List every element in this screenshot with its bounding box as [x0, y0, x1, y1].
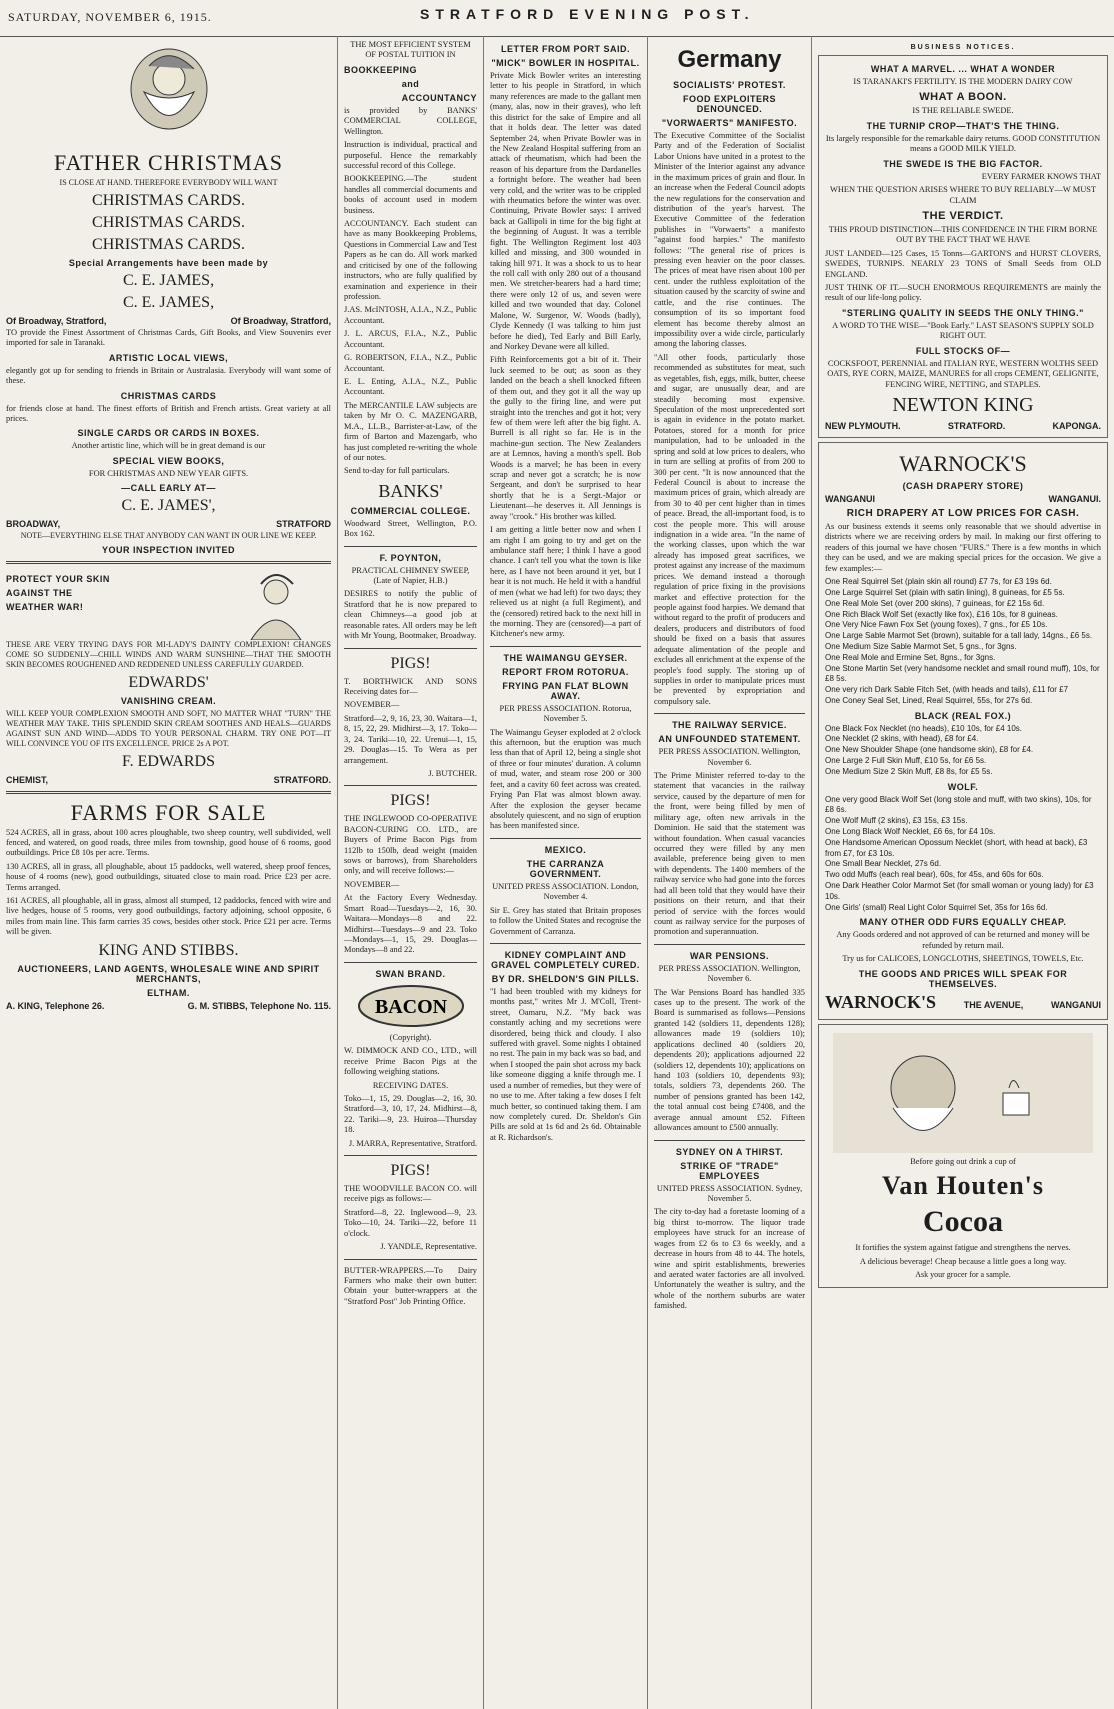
port-said-heading: LETTER FROM PORT SAID.: [501, 44, 630, 54]
weather-war: WEATHER WAR!: [6, 602, 84, 613]
woodward-address: Woodward Street, Wellington, P.O. Box 162.: [344, 518, 477, 539]
proud-distinction: THIS PROUD DISTINCTION—THIS CONFIDENCE IN THE FIRM BORNE OUT BY THE FACT THAT WE HAVE: [828, 224, 1098, 245]
gifts-line: FOR CHRISTMAS AND NEW YEAR GIFTS.: [88, 468, 249, 478]
newton-king: NEWTON KING: [892, 394, 1034, 417]
desires: DESIRES to notify the public of Stratford that he is now prepared to clean Chimneys—a good job at reasonable rates. All orders may be left with Mr Young, Bootmaker, Broadway.: [344, 589, 477, 641]
and-line: and: [401, 78, 420, 89]
local-views-heading: ARTISTIC LOCAL VIEWS,: [108, 352, 229, 363]
waimangu-heading: THE WAIMANGU GEYSER.: [503, 652, 628, 663]
marra: J. MARRA, Representative, Stratford.: [348, 1138, 477, 1148]
furs-intro: As our business extends it seems only reasonable that we should advertise in districts where we are receiving orders by mail. In making our first offering to readers of this journal we have chosen "FURS." There is a few months in which they can be used, and we are making special prices for the occasion. We give a few examples:—: [825, 522, 1101, 573]
just-think: JUST THINK OF IT.—SUCH ENORMOUS REQUIREMENTS are mainly the result of our life-long policy.: [825, 283, 1101, 303]
farms-for-sale: FARMS FOR SALE: [70, 799, 267, 825]
bowler-para-2: Fifth Reinforcements got a bit of it. Their luck seemed to be out; as soon as they landed on the beach a shell knocked fifteen of them out, and they got it all the way up the gully to the firing line, and were put straight into the trenches and got it hot; very few of them were left after the big fight. A. Burrell is all right so far. He is in the machine-gun section. The New Zealanders are at Lemnos, having a month's spell. Bob Woods is a marvel; he has been in every scrap and never got a scratch; he is now Sergeant, and don't be surprised to hear shortly that he is a Sergt.-Major or Lieutenant—he deserves it. All Jennings is away "crook." His brother was killed.: [490, 355, 641, 521]
cards-heading-1: CHRISTMAS CARDS.: [92, 191, 245, 209]
food-exploiters: FOOD EXPLOITERS DENOUNCED.: [682, 94, 776, 114]
poynton: F. POYNTON,: [379, 552, 442, 563]
stocks-list: COCKSFOOT, PERENNIAL and ITALIAN RYE, WESTERN WOLTHS SEED OATS, RYE CORN, MAIZE, MANURES for all crops CEMENT, GELIGNITE, FENCING WIRE, NETTING, and STAPLES.: [827, 358, 1099, 389]
auctioneers-line: AUCTIONEERS, LAND AGENTS, WHOLESALE WINE AND SPIRIT MERCHANTS,: [17, 963, 320, 984]
farm-3: 161 ACRES, all ploughable, all in grass, almost all stumped, 12 paddocks, fenced with wire and live hedges, house of 5 rooms, very good outbuildings, factory adjoining, school opposite, 6 miles from main line. This farm carries 35 cows, besides other stock. Price £21 per acre. Terms will be given.: [6, 896, 331, 937]
yandle: J. YANDLE, Representative.: [380, 1242, 477, 1252]
pigs-heading-2: PIGS!: [390, 792, 431, 810]
banks-title: BANKS': [378, 480, 443, 501]
eltham: ELTHAM.: [147, 987, 190, 998]
turnip-line: THE TURNIP CROP—THAT'S THE THING.: [866, 120, 1060, 131]
address-row: Of Broadway, Stratford, Of Broadway, Stratford,: [6, 315, 331, 326]
pigs-heading-1: PIGS!: [390, 654, 431, 672]
wanganui-row: WANGANUI WANGANUI.: [825, 494, 1101, 505]
xmas-title: FATHER CHRISTMAS: [54, 150, 283, 175]
broadway-row: BROADWAY, STRATFORD: [6, 519, 331, 530]
geyser-text: The Waimangu Geyser exploded at 2 o'clock this afternoon, but the eruption was much less than that of April 12, being a single shot of three or four minutes' duration. A column of mud, water, and steam rose 200 or 300 feet, and a cavity 60 feet across was created. Frying Pan Flat was almost blown away. After the explosion the geyser became absolutely quiescent, and no sign of eruption has been manifested since.: [490, 727, 641, 831]
provide-text: TO provide the Finest Assortment of Christmas Cards, Gift Books, and View Souvenirs ever imported for sale in Taranaki.: [6, 327, 331, 348]
arrangements-line: Special Arrangements have been made by: [68, 257, 269, 268]
boon-line: WHAT A BOON.: [919, 91, 1007, 104]
wolf-item: One Handsome American Opossum Necklet (short, with head at back), £3 from £7, for £3 10s.: [825, 837, 1088, 858]
van-houtens: Van Houten's: [881, 1171, 1045, 1201]
wolf-item: One Wolf Muff (2 skins), £3 15s, £3 15s.: [825, 816, 968, 826]
inspection-invited: YOUR INSPECTION INVITED: [101, 545, 235, 556]
cash-drapery: (CASH DRAPERY STORE): [902, 481, 1024, 492]
accountancy-text: ACCOUNTANCY. Each student can have as many Bookkeeping Problems, Questions in Commercial Law and Test Papers as he can do. All work marked and criticised by one of the following instructors, who are fully qualified by examination and experience in their profession.: [344, 219, 477, 302]
instructor-1: J.AS. McINTOSH, A.I.A., N.Z., Public Accountant.: [344, 305, 477, 325]
responsible-line: Its largely responsible for the remarkable dairy returns. GOOD CONSTITUTION means a GOOD MILK YIELD.: [825, 133, 1101, 154]
fur-item: One Rich Black Wolf Set (exactly like fox), £16 10s, for 8 guineas.: [825, 609, 1058, 619]
copyright: (Copyright).: [389, 1032, 432, 1042]
cocoa-drinker-illustration: [833, 1033, 1093, 1153]
many-other: MANY OTHER ODD FURS EQUALLY CHEAP.: [859, 917, 1067, 928]
united-press-1: UNITED PRESS ASSOCIATION. London, November 4.: [492, 881, 639, 902]
big-factor: THE SWEDE IS THE BIG FACTOR.: [883, 158, 1043, 169]
pigs-heading-3: PIGS!: [390, 1162, 431, 1180]
dates-4: Stratford—8, 22. Inglewood—9, 23. Toko—10, 24. Tariki—22, before 11 o'clock.: [344, 1207, 477, 1238]
ask-grocer: Ask your grocer for a sample.: [915, 1269, 1011, 1279]
before-going-out: Before going out drink a cup of: [910, 1156, 1016, 1166]
black-fox-list: [825, 724, 1101, 778]
black-fox-heading: BLACK (REAL FOX.): [914, 710, 1012, 721]
strike-heading: STRIKE OF "TRADE" EMPLOYEES: [680, 1160, 779, 1181]
fur-item: One Stone Martin Set (very handsome necklet and small round muff), 10s, for £8 5s.: [825, 663, 1100, 684]
fur-item: One Real Mole and Ermine Set, 8gns., for 3gns.: [825, 652, 996, 662]
every-farmer: EVERY FARMER KNOWS THAT: [981, 171, 1101, 181]
dates-1: Stratford—2, 9, 16, 23, 30. Waitara—1, 8, 15, 22, 29. Midhirst—3, 17. Toko—3, 24. Tariki—10, 22. Urenui—1, 15, 29. Douglas—15. To Wera as per arrangement.: [344, 713, 477, 765]
sterling-quality: "STERLING QUALITY IN SEEDS THE ONLY THING.": [842, 307, 1084, 318]
pensions-text: The War Pensions Board has handled 335 cases up to the present. The work of the Board is summarised as follows—Pensions granted 142 (soldiers 11, dependents 128); allowances made 19 (soldiers 10); applications declined 40 (soldiers 20, dependents 20); applications adjourned 22 (soldiers 12, dependents 10); applications on hand 103 (soldiers 10, dependents 93); totals, soldiers 73, dependents 260. The number of pensions granted has been 142, the total annual cost being £7408, and the average annual amount £52. Fifteen allowances amount to £500 annually.: [654, 987, 805, 1133]
column-4: [648, 36, 812, 1709]
word-to-wise: A WORD TO THE WISE—"Book Early." LAST SEASON'S SUPPLY SOLD RIGHT OUT.: [832, 320, 1094, 341]
inglewood: THE INGLEWOOD CO-OPERATIVE BACON-CURING CO. LTD., are Buyers of Prime Bacon Pigs from 112lb to 150lb, dead weight (maiden sows or barrows), from Shareholders only, and will receive follows:—: [344, 814, 477, 876]
local-views-text: elegantly got up for sending to friends in Britain or Australasia. Everybody will want some of these.: [6, 365, 331, 386]
united-press-2: UNITED PRESS ASSOCIATION. Sydney, November 5.: [656, 1183, 803, 1203]
kidney-heading: KIDNEY COMPLAINT AND GRAVEL COMPLETELY CURED.: [491, 949, 640, 970]
column-1: [0, 36, 338, 1709]
trying-days: THESE ARE VERY TRYING DAYS FOR MI-LADY'S DAINTY COMPLEXION! CHANGES COME SO SUDDENLY—CHILL WINDS AND WARM SUNSHINE—THAT THE SMOOTH SKIN BECOMES ROUGHENED AND REDDENED UNLESS CAREFULLY GUARDED.: [6, 640, 331, 669]
try-us: Try us for CALICOES, LONGCLOTHS, SHEETINGS, TOWELS, Etc.: [842, 954, 1084, 964]
svg-text:BACON: BACON: [374, 995, 447, 1018]
wolf-heading: WOLF.: [947, 781, 979, 792]
gin-pills-heading: BY DR. SHELDON'S GIN PILLS.: [491, 973, 640, 984]
rotorua-heading: REPORT FROM ROTORUA.: [502, 666, 629, 677]
wolf-item: One Dark Heather Color Marmot Set (for small woman or young lady) for £3 10s.: [825, 881, 1094, 901]
dates-3: Toko—1, 15, 29. Douglas—2, 16, 30. Stratford—3, 10, 17, 24. Midhirst—8, 22. Tariki—9, 23. Huiroa—Thursday 18.: [344, 1093, 477, 1135]
sydney-heading: SYDNEY ON A THIRST.: [675, 1146, 784, 1157]
fox-item: One Black Fox Necklet (no heads), £10 10s, for £4 10s.: [825, 723, 1022, 733]
cocoa: Cocoa: [923, 1205, 1003, 1239]
fox-item: One Medium Size 2 Skin Muff, £8 8s, for £5 5s.: [825, 766, 993, 776]
firm-name-2: C. E. JAMES,: [122, 293, 215, 311]
farm-1: 524 ACRES, all in grass, about 100 acres ploughable, two sheep country, well subdivided, well fenced, and watered, on good roads, three miles from township, good house of 6 rooms, good outbuildings. Price £8 10s per acre. Terms.: [6, 827, 331, 858]
warnock-footer: WARNOCK'S THE AVENUE, WANGANUI: [825, 991, 1101, 1012]
king-stibbs: KING AND STIBBS.: [98, 941, 239, 959]
full-stocks: FULL STOCKS OF—: [915, 345, 1011, 356]
wolf-list: [825, 795, 1101, 914]
edwards-brand: EDWARDS': [128, 673, 209, 691]
wolf-item: One Long Black Wolf Necklet, £6 6s, for £4 10s.: [825, 827, 996, 837]
fur-item: One Coney Seal Set, Lined, Real Squirrel, 55s, for 27s 6d.: [825, 695, 1033, 705]
bacon-pig-logo: [351, 983, 471, 1029]
any-goods: Any Goods ordered and not approved of can be returned and money will be refunded by return mail.: [836, 930, 1090, 950]
socialists-protest: SOCIALISTS' PROTEST.: [673, 80, 786, 90]
cards-heading-3: CHRISTMAS CARDS.: [92, 235, 245, 253]
fortifies: It fortifies the system against fatigue and strengthens the nerves.: [855, 1243, 1071, 1253]
cream-text: WILL KEEP YOUR COMPLEXION SMOOTH AND SOFT, NO MATTER WHAT "TURN" THE WEATHER MAY TAKE. THIS SPLENDID SKIN CREAM SOOTHES AND HEALS—GUARDS AGAINST SUN AND WIND—ADDS TO YOUR PERSONAL CHARM. TRY ONE POT—IT WILL CONVINCE YOU OF ITS EXCELLENCE. PRICE 2s A POT.: [6, 708, 331, 748]
fox-item: One Necklet (2 skins, with head), £8 for £4.: [825, 734, 979, 744]
single-cards-heading: SINGLE CARDS OR CARDS IN BOXES.: [77, 428, 260, 439]
press-assoc-3: PER PRESS ASSOCIATION. Wellington, November 6.: [658, 963, 801, 984]
question-arises: WHEN THE QUESTION ARISES WHERE TO BUY RELIABLY—W MUST CLAIM: [829, 185, 1097, 205]
wolf-item: One very good Black Wolf Set (long stole and muff, with two skins), 10s, for £8 6s.: [825, 794, 1092, 815]
goods-speak: THE GOODS AND PRICES WILL SPEAK FOR THEMSELVES.: [858, 968, 1068, 989]
marvel-line: WHAT A MARVEL. ... WHAT A WONDER: [870, 64, 1056, 74]
accountancy: ACCOUNTANCY: [401, 92, 477, 103]
carranza-heading: THE CARRANZA GOVERNMENT.: [526, 858, 605, 879]
masthead: [0, 0, 1114, 37]
fur-item: One Medium Size Sable Marmot Set, 5 gns., for 3gns.: [825, 641, 1017, 651]
van-houten-ad: [818, 1024, 1108, 1288]
fertility-line: IS TARANAKI'S FERTILITY. IS THE MODERN DAIRY COW: [853, 77, 1073, 86]
note-line: NOTE—EVERYTHING ELSE THAT ANYBODY CAN WANT IN OUR LINE WE KEEP.: [20, 531, 317, 541]
fur-item: One very rich Dark Sable Fitch Set, (with heads and tails), £11 for £7: [825, 685, 1069, 695]
verdict: THE VERDICT.: [922, 209, 1004, 222]
protect-skin: PROTECT YOUR SKIN: [6, 574, 110, 585]
bowler-para-3: I am getting a little better now and when I am right I am going to try and get on the ambulance staff here; I think I have a good chance. I can't tell you what the town is like here, as I have not been around it yet, but I hear it is not much. He held it with a handful of men (what we had left) for two days; they relieved us at night (a full Regiment), and the (censored) retired back to the next hill in the morning. They are (censored)—a part of Kitchener's new army.: [490, 525, 641, 639]
column-3: [484, 36, 648, 1709]
fur-item: One Real Mole Set (over 200 skins), 7 guineas, for £2 15s 6d.: [825, 598, 1045, 608]
november-1: NOVEMBER—: [344, 700, 400, 710]
fur-item: One Very Nice Fawn Fox Set (young foxes), 7 gns., for £5 10s.: [825, 620, 1048, 630]
business-notices: BUSINESS NOTICES.: [910, 44, 1016, 51]
delicious: A delicious beverage! Cheap because a little goes a long way.: [859, 1256, 1067, 1266]
chemist-row: CHEMIST, STRATFORD.: [6, 774, 331, 785]
sydney-text: The city to-day had a foretaste looming of a big thirst to-morrow. The liquor trade employees have struck for an increase of wages from £2 6s to £3 6s weekly, and a decrease in hours from 48 to 44. The hotels, wine and spirit establishments, breweries and aerated water factories are all involved. Unfortunately the weather is sultry, and the whole of the northern suburbs are water famished.: [654, 1207, 805, 1311]
firm-name-1: C. E. JAMES,: [122, 271, 215, 289]
railway-text: The Prime Minister referred to-day to the statement that vacancies in the railway service, caused by the departure of men for the front, were being filled by men of military age, often new arrivals in the Dominion. He said that the statement was without foundation. When casual vacancies occurred they were filled by any men available, preference being given to men with dependents. The 1400 members of the railway service who had gone into the forces had all been told that they would have their positions on their return, and that their period of service with the forces would count as railway service for the purposes of promotion and superannuation.: [654, 771, 805, 937]
instructor-3: G. ROBERTSON, F.I.A., N.Z., Public Accountant.: [344, 353, 477, 373]
germany-para-2: "All other foods, particularly those recommended as substitutes for meat, such as vegetables, fish, eggs, milk, butter, cheese and sugar, are unusually dear, and are steadily becoming most expensive. Speculation of the most unprecedented sort is again in evidence in the potato market. Potatoes, stored for a month for price manipulation, had to be unloaded in the spring and sold at low prices to dealers, who in turn are selling at profits of from 200 to 300 per cent. "It is now announced that the Federal Council is about to increase the maximum prices of grain, which already are from 30 to 40 per cent higher than in times of peace. Bread, the all-important food, is to cost the people more. This will arouse indignation in a wide area. "In the name of the working classes, upon which the war already has imposed great sacrifices, we protest against any increase of the maximum prices. We demand instead a thorough regulation of price fixing in the provisions market and effective protection for the people against food harpies. We demand that without regard to the profit of producers and dealers, producers and distributors of food should be fixed on a basis that assures adequate alimentation of the people and excludes all enrichment at the expense of the people's food supply. The storing up of supplies in order to manipulate prices must be prevented by expropriation and compulsory sale.: [654, 352, 805, 706]
newton-king-ad: [818, 55, 1108, 438]
fur-item: One Real Squirrel Set (plain skin all round) £7 7s, for £3 19s 6d.: [825, 577, 1052, 587]
column-5: [812, 36, 1114, 1709]
christmas-cards-text: for friends close at hand. The finest efforts of British and French artists. Great variety at all prices.: [6, 403, 331, 424]
vanishing-cream: VANISHING CREAM.: [120, 695, 217, 706]
mercantile: The MERCANTILE LAW subjects are taken by Mr O. C. MAZENGARB, M.A., LL.B., Barrister-at-Law, of the firm of Barton and Mazengarb, who has just completed re-writing the whole of our notes.: [344, 400, 477, 462]
press-assoc-1: PER PRESS ASSOCIATION. Rotorua, November 5.: [499, 703, 632, 724]
edwards-signature: F. EDWARDS: [122, 752, 215, 770]
mexico-text: Sir E. Grey has stated that Britain proposes to follow the United States and recognise the Government of Carranza.: [490, 905, 641, 936]
november-2: NOVEMBER—: [344, 879, 400, 889]
unfounded-heading: AN UNFOUNDED STATEMENT.: [658, 734, 801, 745]
war-pensions-heading: WAR PENSIONS.: [689, 950, 769, 961]
call-early: —CALL EARLY AT—: [121, 483, 216, 494]
vorwaerts-manifesto: "VORWAERTS" MANIFESTO.: [661, 118, 798, 128]
woodville: THE WOODVILLE BACON CO. will receive pigs as follows:—: [344, 1184, 477, 1204]
germany-para-1: The Executive Committee of the Socialist Party and of the Federation of Socialist Labor Unions have united in a protest to the Minister of the Interior against any advance in the maximum prices of grain and flour. In an increase when the Federal Council adopts the new regulations for the conservation and distribution of the year's harvest. The Executive Committee of the federation publishes in "Vorwaerts" a manifesto "against food harpies." The manifesto follows: "The general rise of prices is pressing even heavier on the poor classes. The prices of meat have risen about 100 per cent. under the ruthless exploitation of the situation caused by the scarcity of swine and cattle, and the rise continues. The consumption of its so important food element has become thereby almost an impossibility over a wide circle, particularly among the laboring classes.: [654, 131, 805, 349]
wolf-item: One Girls' (small) Real Light Color Squirrel Set, 35s for 16s 6d.: [825, 902, 1048, 912]
james-signature: C. E. JAMES',: [121, 497, 216, 515]
borthwick: T. BORTHWICK AND SONS Receiving dates for—: [344, 676, 477, 696]
fur-item: One Large Sable Marmot Set (brown), suitable for a tall lady, 14gns., £6 5s.: [825, 631, 1093, 641]
warnock-title: WARNOCK'S: [899, 451, 1027, 477]
butter-wrappers: BUTTER-WRAPPERS.—To Dairy Farmers who make their own butter: Obtain your butter-wrappers at the "Stratford Post" Job Printing Office.: [344, 1265, 477, 1306]
instructor-2: J. L. ARCUS, F.I.A., N.Z., Public Accountant.: [344, 329, 477, 349]
efficient-system: THE MOST EFFICIENT SYSTEM OF POSTAL TUITION IN: [350, 40, 471, 60]
christmas-cards-heading: CHRISTMAS CARDS: [120, 390, 217, 401]
wolf-item: Two odd Muffs (each real bear), 60s, for 45s, and 60s for 60s.: [825, 870, 1044, 880]
frying-pan-heading: FRYING PAN FLAT BLOWN AWAY.: [502, 680, 629, 701]
dimmock: W. DIMMOCK AND CO., LTD., will receive Prime Bacon Pigs at the following weighing stations.: [344, 1046, 477, 1077]
against-line: AGAINST THE: [6, 588, 73, 599]
kidney-text: "I had been troubled with my kidneys for months past," writes Mr J. M'Coll, Trent-street, Oamaru, N.Z. "My back was constantly aching and my secretions were disordered, being thick and cloudy. I also suffered with gravel. Some nights I obtained no rest. The pain in my back was so bad, and when I stooped the pain shot across my back like someone digging a knife through me. I used a number of remedies, but they were of no use to me. After taking a few doses I felt much better, so continued taking them. I am now completely cured. Dr. Sheldon's Gin Pills are sold at 1s 6d and 2s 6d. Obtainable at R. Richardson's.: [490, 986, 641, 1142]
issue-date: SATURDAY, NOVEMBER 6, 1915.: [8, 10, 212, 24]
send-today: Send to-day for full particulars.: [344, 466, 450, 476]
chimney-sweep: PRACTICAL CHIMNEY SWEEP, (Late of Napier, H.B.): [351, 565, 470, 586]
instruction: Instruction is individual, practical and purposeful. Hence the remarkably successful record of this College.: [344, 140, 477, 170]
xmas-line: IS CLOSE AT HAND. THEREFORE EVERYBODY WILL WANT: [59, 178, 278, 187]
nk-towns: NEW PLYMOUTH. STRATFORD. KAPONGA.: [825, 421, 1101, 432]
paper-name: STRATFORD EVENING POST.: [420, 6, 755, 22]
cards-heading-2: CHRISTMAS CARDS.: [92, 213, 245, 231]
instructor-4: E. L. Enting, A.I.A., N.Z., Public Accountant.: [344, 376, 477, 397]
father-christmas-illustration: [94, 44, 244, 144]
commercial-college: COMMERCIAL COLLEGE.: [350, 505, 471, 516]
swan-brand: SWAN BRAND.: [375, 968, 446, 979]
column-2: [338, 36, 484, 1709]
receiving-dates: RECEIVING DATES.: [372, 1080, 449, 1090]
mexico-heading: MEXICO.: [544, 844, 587, 855]
fox-item: One Large 2 Full Skin Muff, £10 5s, for £6 5s.: [825, 756, 987, 766]
press-assoc-2: PER PRESS ASSOCIATION. Wellington, November 6.: [658, 747, 801, 767]
rich-drapery: RICH DRAPERY AT LOW PRICES FOR CASH.: [846, 508, 1080, 520]
bookkeeping-text: BOOKKEEPING.—The student handles all commercial documents and books of account used in modern business.: [344, 174, 477, 215]
lady-illustration: [221, 570, 331, 640]
fur-item: One Large Squirrel Set (plain with satin lining), 8 guineas, for £5 5s.: [825, 587, 1065, 597]
bowler-para-1: Private Mick Bowler writes an interesting letter to his people in Stratford, in which many references are made to the gallant men (many, alas, now in their graves), who left this district for the sake of Empire and all that it holds dear. The letter was dated September 24, when Private Bowler was in the New Zealand Hospital suffering from an attack of rheumatism, which had been the reason of his departure from the Dardanelles a fortnight before. The weather had been very cold, and the writer was to be crippled with rheumatics before the winter was over. Continuing, Private Bowler says: I arrived back at Gallipoli in time for the big fight at the beginning of August. It was a terrible fight. The Wellington Regiment lost 403 killed and missing, and 300 wounded in taking hill 971. It was a shock to us to hear the roll call with only 280 out of a thousand men. We stretcher-bearers had a hard time; there were only 12 of us, and seven were killed and two wounded that day. Colonel Malone, W. Surgenor, W. Woods (badly), Clyde Kennedy (I was talking to him just before he died), Ted Early and Bill Early, and Norkey Devane were all killed.: [490, 71, 641, 351]
just-landed: JUST LANDED—125 Cases, 15 Tonns—GARTON'S and HURST CLOVERS, SWEDES, TURNIPS. NEARLY 23 TONS of Small Seeds from OLD ENGLAND.: [825, 248, 1101, 279]
another-line: Another artistic line, which will be in great demand is our: [71, 441, 266, 451]
farm-2: 130 ACRES, all in grass, all ploughable, about 15 paddocks, well watered, sheep proof fences, house of 4 rooms (new), good outbuildings, situated close to main road. Price £23 per acre. Terms arranged.: [6, 861, 331, 892]
special-view-books: SPECIAL VIEW BOOKS,: [112, 455, 225, 466]
germany-heading: Germany: [677, 46, 782, 73]
dates-2: At the Factory Every Wednesday. Smart Road—Tuesdays—2, 16, 30. Waitara—Mondays—8 and 22. Midhirst—Tuesdays—9 and 23. Toko—Mondays—1, 15, 29. Douglas—Mondays—8 and 22.: [344, 893, 477, 955]
butcher: J. BUTCHER.: [428, 768, 477, 778]
railway-heading: THE RAILWAY SERVICE.: [672, 720, 787, 731]
telephone-row: A. KING, Telephone 26. G. M. STIBBS, Telephone No. 115.: [6, 1000, 331, 1011]
bowler-heading: "MICK" BOWLER IN HOSPITAL.: [491, 58, 640, 68]
fur-list: [825, 577, 1101, 707]
wolf-item: One Small Bear Necklet, 27s 6d.: [825, 859, 942, 869]
provided-by: is provided by BANKS' COMMERCIAL COLLEGE, Wellington.: [344, 105, 477, 136]
fox-item: One New Shoulder Shape (one handsome skin), £8 for £4.: [825, 745, 1034, 755]
warnock-ad: [818, 442, 1108, 1020]
bookkeeping: BOOKKEEPING: [344, 64, 418, 75]
swede-line: IS THE RELIABLE SWEDE.: [912, 106, 1014, 116]
